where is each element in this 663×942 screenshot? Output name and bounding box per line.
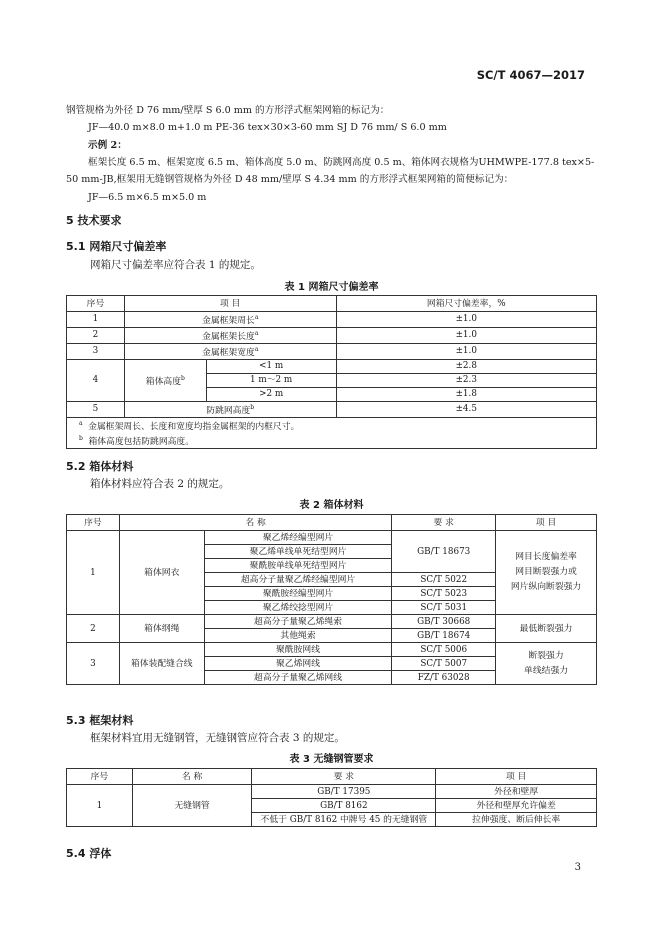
table-row xyxy=(67,296,597,312)
table-cell: 3 xyxy=(67,343,125,359)
table-cell: 1 xyxy=(67,312,125,328)
intro-line-5: JF—6.5 m×6.5 m×5.0 m xyxy=(88,192,207,203)
table-cell: 防跳网高度$^b$ xyxy=(124,401,336,417)
section-5-2-text: 箱体材料应符合表 2 的规定。 xyxy=(90,478,230,490)
table-header-cell: 要 求 xyxy=(392,515,496,531)
table-cell: 聚乙烯网线 xyxy=(204,657,392,671)
table-cell: SC/T 5023 xyxy=(392,587,496,601)
section-5-4-title: 5.4 浮体 xyxy=(66,847,112,860)
section-5-3-title: 5.3 框架材料 xyxy=(66,714,134,727)
table-cell: SC/T 5006 xyxy=(392,643,496,657)
table-cell: 聚乙烯单线单死结型网片 xyxy=(204,545,392,559)
table-note: $^b$ 箱体高度包括防跳网高度。 xyxy=(67,433,597,448)
table-cell: 金属框架长度$^a$ xyxy=(124,327,336,343)
intro-line-3: 框架长度 6.5 m、框架宽度 6.5 m、箱体高度 5.0 m、防跳网高度 0.5 m、箱体网衣规格为UHMWPE-177.8 tex×5- xyxy=(88,157,595,168)
table-cell: 5 xyxy=(67,401,125,417)
table-cell: 断裂强力 单线结强力 xyxy=(496,643,597,685)
table-cell: 聚乙烯绞捻型网片 xyxy=(204,601,392,615)
table-cell: FZ/T 63028 xyxy=(392,671,496,685)
table-cell: ±1.0 xyxy=(336,343,596,359)
table-cell: 2 xyxy=(67,327,125,343)
table-2-caption: 表 2 箱体材料 xyxy=(299,500,364,511)
table-cell: 最低断裂强力 xyxy=(496,615,597,643)
example-label: 示例 2： xyxy=(88,140,127,151)
table-row xyxy=(67,327,597,343)
table-header-cell: 名 称 xyxy=(119,515,392,531)
table-2 xyxy=(66,514,597,685)
table-header-cell: 项 目 xyxy=(496,515,597,531)
table-note-row xyxy=(67,417,597,432)
table-cell: 外径和壁厚 xyxy=(436,785,597,799)
table-cell: GB/T 8162 xyxy=(252,799,436,813)
table-cell: 超高分子量聚乙烯绳索 xyxy=(204,615,392,629)
table-cell: 金属框架周长$^a$ xyxy=(124,312,336,328)
table-header-cell: 序号 xyxy=(67,296,125,312)
table-row xyxy=(67,515,597,531)
table-cell: 金属框架宽度$^a$ xyxy=(124,343,336,359)
table-cell: GB/T 18674 xyxy=(392,629,496,643)
section-5-1-text: 网箱尺寸偏差率应符合表 1 的规定。 xyxy=(90,259,261,271)
section-5-3-text: 框架材料宜用无缝钢管，无缝钢管应符合表 3 的规定。 xyxy=(90,732,345,744)
table-header-cell: 项 目 xyxy=(124,296,336,312)
table-cell: GB/T 17395 xyxy=(252,785,436,799)
table-cell: 聚乙烯经编型网片 xyxy=(204,531,392,545)
table-cell: 箱体装配缝合线 xyxy=(119,643,204,685)
table-cell: 网目长度偏差率 网目断裂强力或 网片纵向断裂强力 xyxy=(496,531,597,615)
table-row xyxy=(67,312,597,328)
table-cell: 2 xyxy=(67,615,120,643)
section-5-1-title: 5.1 网箱尺寸偏差率 xyxy=(66,240,167,253)
table-3 xyxy=(66,768,597,827)
table-cell: ±1.0 xyxy=(336,312,596,328)
standard-code: SC/T 4067—2017 xyxy=(476,68,585,82)
table-cell: 聚酰胺单线单死结型网片 xyxy=(204,559,392,573)
table-cell: ±1.0 xyxy=(336,327,596,343)
intro-line-4: 50 mm-JB,框架用无缝钢管规格为外径 D 48 mm/壁厚 S 4.34 mm 的方形浮式框架网箱的简便标记为： xyxy=(66,174,514,185)
table-header-cell: 网箱尺寸偏差率，% xyxy=(336,296,596,312)
table-cell: 4 xyxy=(67,359,125,401)
table-cell: GB/T 30668 xyxy=(392,615,496,629)
table-cell: 不低于 GB/T 8162 中牌号 45 的无缝钢管 xyxy=(252,813,436,827)
table-cell: 其他绳索 xyxy=(204,629,392,643)
table-cell: 箱体纲绳 xyxy=(119,615,204,643)
table-cell: <1 m xyxy=(206,359,336,373)
table-row xyxy=(67,531,597,545)
table-cell: ±2.8 xyxy=(336,359,596,373)
table-row xyxy=(67,343,597,359)
intro-line-2: JF—40.0 m×8.0 m+1.0 m PE-36 tex×30×3-60 mm SJ D 76 mm/ S 6.0 mm xyxy=(88,122,447,133)
section-5-2-title: 5.2 箱体材料 xyxy=(66,460,134,473)
table-cell: 无缝钢管 xyxy=(132,785,252,827)
table-cell: 聚酰胺网线 xyxy=(204,643,392,657)
table-cell: SC/T 5007 xyxy=(392,657,496,671)
page-number: 3 xyxy=(574,862,581,873)
table-cell: 1 xyxy=(67,531,120,615)
table-header-cell: 项 目 xyxy=(436,769,597,785)
table-row xyxy=(67,615,597,629)
table-header-cell: 序号 xyxy=(67,769,133,785)
table-header-cell: 序号 xyxy=(67,515,120,531)
table-cell: GB/T 18673 xyxy=(392,531,496,573)
table-row xyxy=(67,785,597,799)
table-cell: 拉伸强度、断后伸长率 xyxy=(436,813,597,827)
intro-line-1: 钢管规格为外径 D 76 mm/壁厚 S 6.0 mm 的方形浮式框架网箱的标记为： xyxy=(66,105,390,116)
table-1 xyxy=(66,295,597,449)
table-cell: 超高分子量聚乙烯网线 xyxy=(204,671,392,685)
table-cell: ±1.8 xyxy=(336,387,596,401)
table-cell: 3 xyxy=(67,643,120,685)
table-row xyxy=(67,643,597,657)
table-header-cell: 名 称 xyxy=(132,769,252,785)
table-cell: >2 m xyxy=(206,387,336,401)
table-cell: SC/T 5031 xyxy=(392,601,496,615)
table-cell: 箱体网衣 xyxy=(119,531,204,615)
table-row xyxy=(67,359,597,373)
table-cell: ±4.5 xyxy=(336,401,596,417)
table-cell: 1 xyxy=(67,785,133,827)
table-note: $^a$ 金属框架周长、长度和宽度均指金属框架的内框尺寸。 xyxy=(67,417,597,432)
table-cell: 超高分子量聚乙烯经编型网片 xyxy=(204,573,392,587)
table-cell: 1 m～2 m xyxy=(206,373,336,387)
table-cell: 外径和壁厚允许偏差 xyxy=(436,799,597,813)
table-row xyxy=(67,401,597,417)
table-header-cell: 要 求 xyxy=(252,769,436,785)
table-row xyxy=(67,769,597,785)
table-3-caption: 表 3 无缝钢管要求 xyxy=(289,754,374,765)
table-note-row xyxy=(67,433,597,448)
section-5-title: 5 技术要求 xyxy=(66,214,122,227)
table-cell: 箱体高度$^b$ xyxy=(124,359,206,401)
table-1-caption: 表 1 网箱尺寸偏差率 xyxy=(284,282,379,293)
table-cell: ±2.3 xyxy=(336,373,596,387)
table-cell: SC/T 5022 xyxy=(392,573,496,587)
table-cell: 聚酰胺经编型网片 xyxy=(204,587,392,601)
